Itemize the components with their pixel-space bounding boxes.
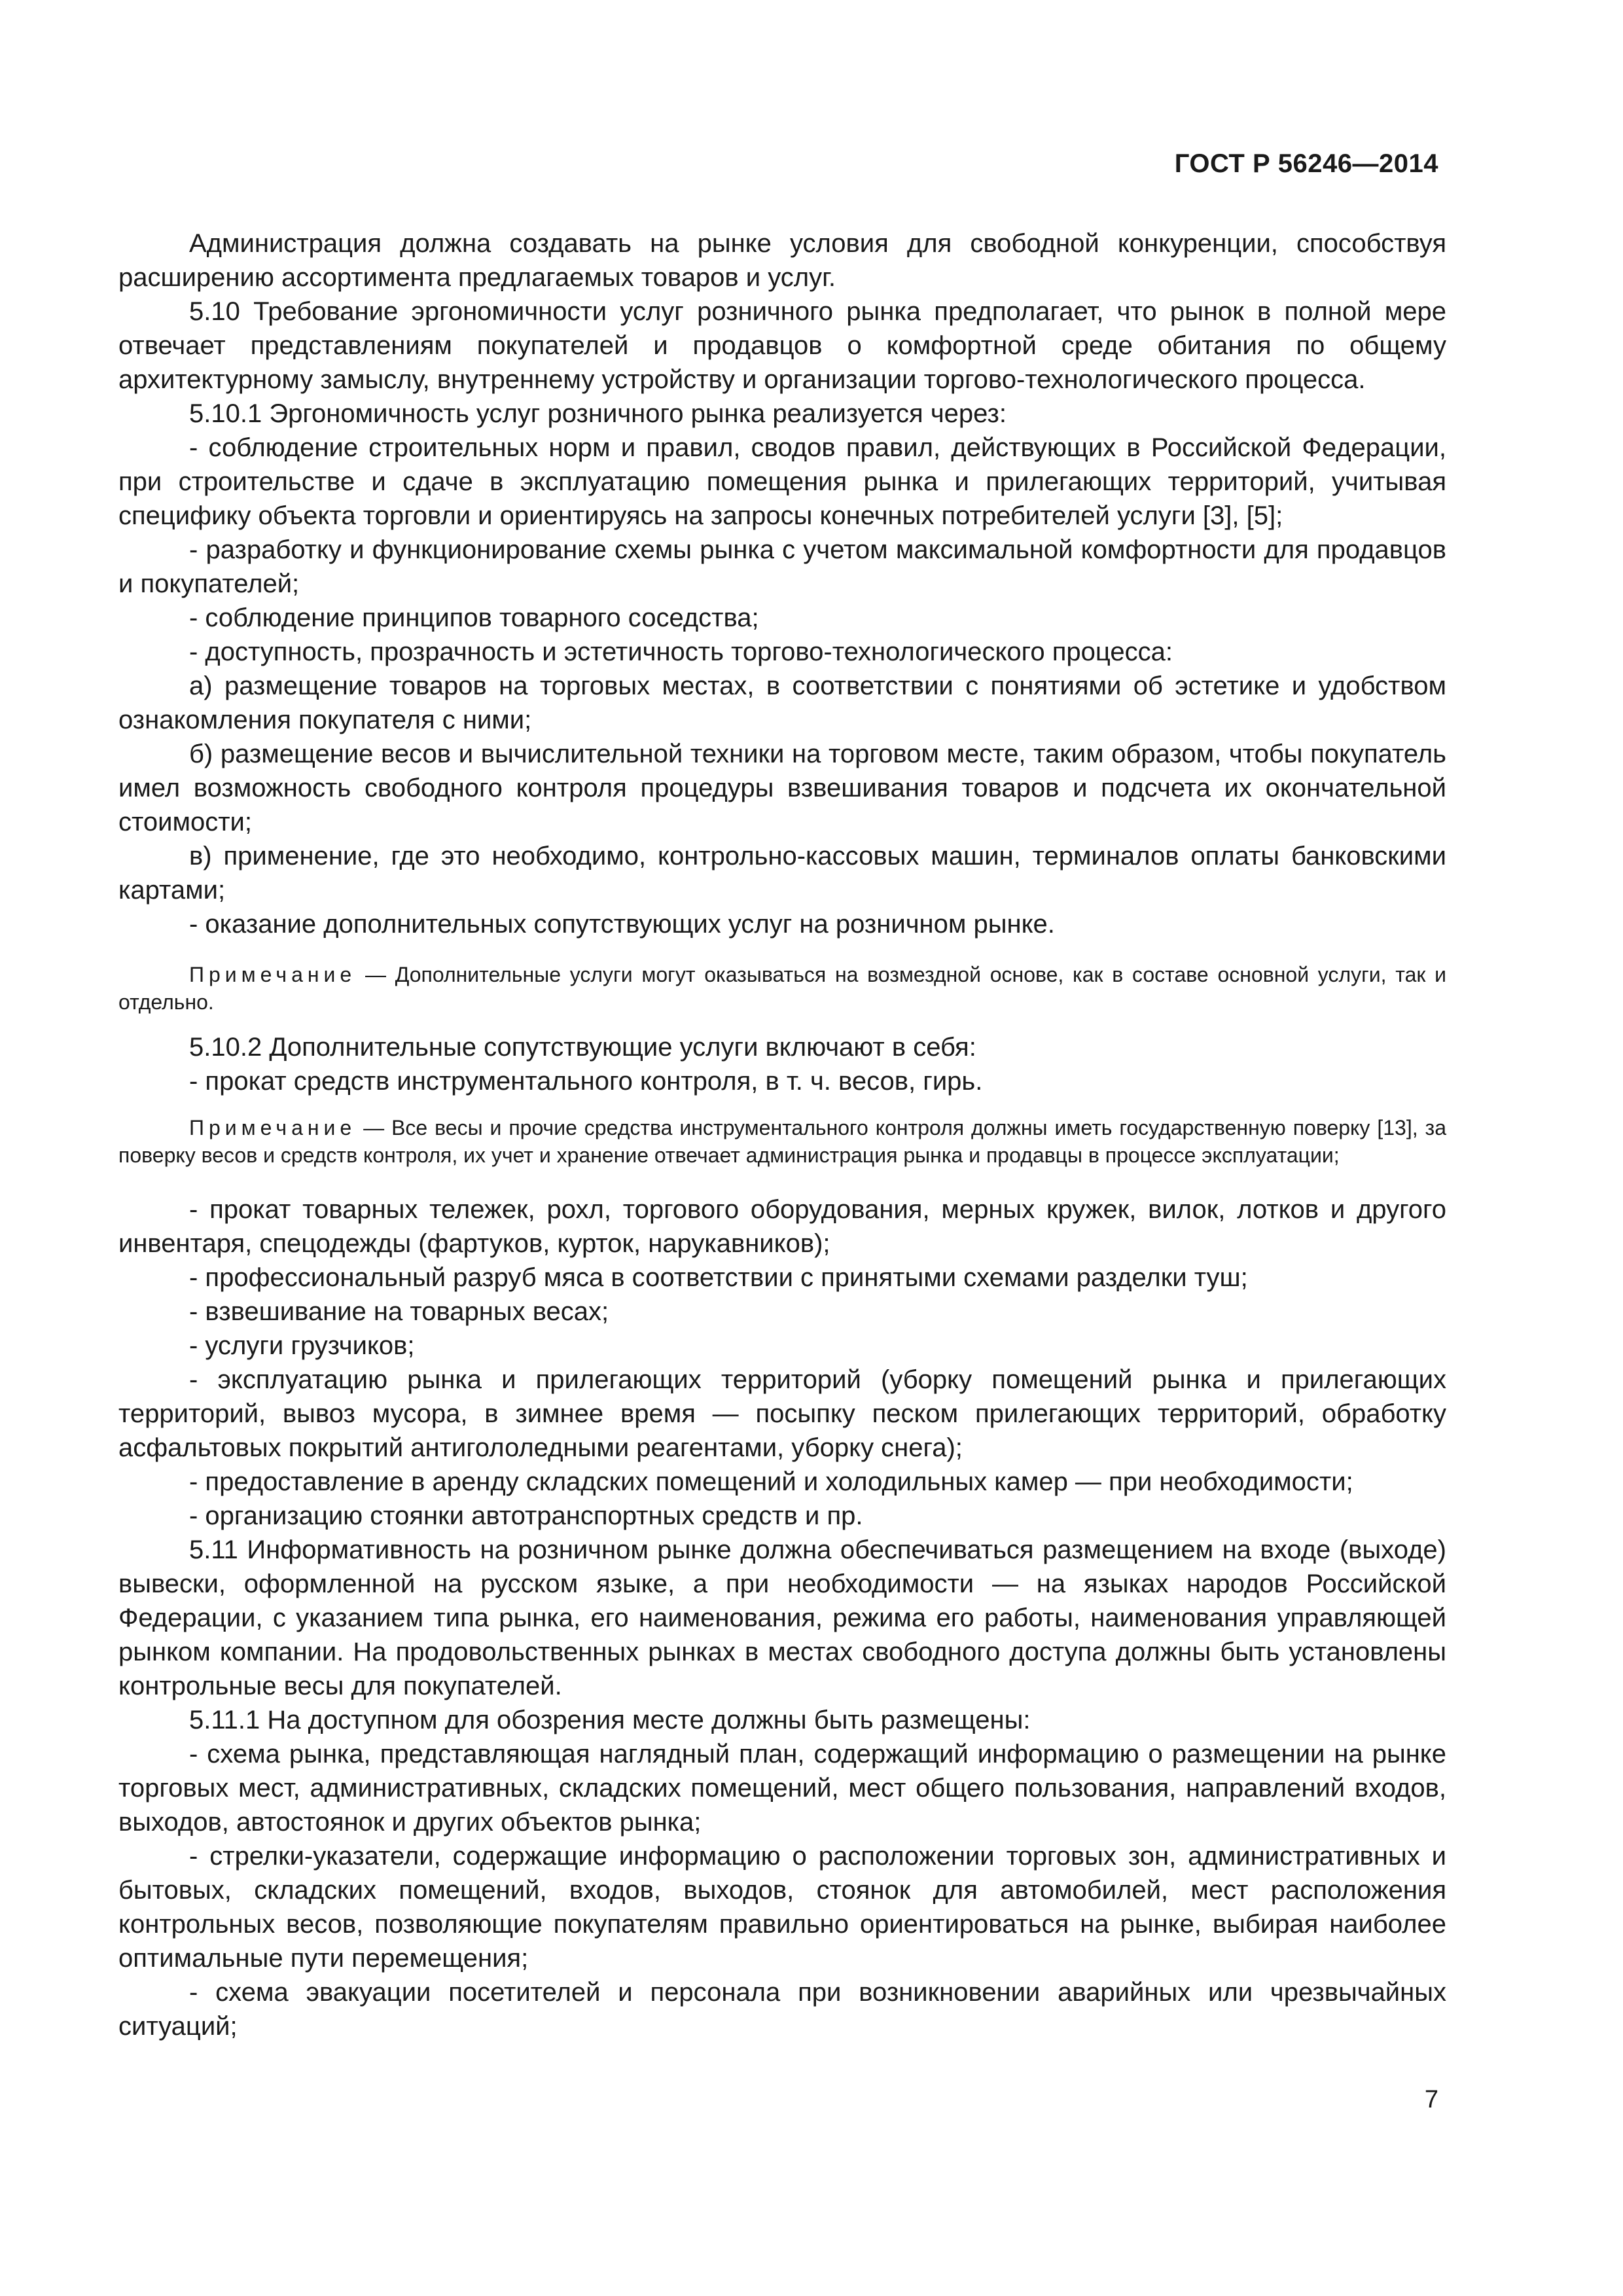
note-text: — Все весы и прочие средства инструментального контроля должны иметь государственную поверку [13], за поверку весов и средств контроля, их учет и хранение отвечает администрация рынка и продавцы в процессе эксплуатации; — [118, 1116, 1446, 1167]
list-item: - разработку и функционирование схемы рынка с учетом максимальной комфортности для продавцов и покупателей; — [118, 535, 1446, 598]
list-item: - эксплуатацию рынка и прилегающих территорий (уборку помещений рынка и прилегающих территорий, вывоз мусора, в зимнее время — посыпку песком прилегающих территорий, обработку асфальтовых покрытий антигололедными реагентами, уборку снега); — [118, 1365, 1446, 1462]
page-number: 7 — [1424, 2086, 1438, 2113]
document-body — [118, 226, 1446, 2043]
list-item: - оказание дополнительных сопутствующих услуг на розничном рынке. — [189, 910, 1055, 939]
list-item: а) размещение товаров на торговых местах, в соответствии с понятиями об эстетике и удобством ознакомления покупателя с ними; — [118, 672, 1446, 734]
paragraph: 5.10 Требование эргономичности услуг розничного рынка предполагает, что рынок в полной мере отвечает представлениям покупателей и продавцов о комфортной среде обитания по общему архитектурному замыслу, внутреннему устройству и организации торгово-технологического процесса. — [118, 297, 1446, 394]
note-text: — Дополнительные услуги могут оказываться на возмездной основе, как в составе основной услуги, так и отдельно. — [118, 963, 1446, 1014]
document-code-header: ГОСТ Р 56246—2014 — [1174, 149, 1438, 178]
list-item: - взвешивание на товарных весах; — [189, 1297, 609, 1326]
list-item: - схема рынка, представляющая наглядный план, содержащий информацию о размещении на рынке торговых мест, административных, складских помещений, мест общего пользования, направлений входов, выходов, автостоянок и других объектов рынка; — [118, 1740, 1446, 1837]
list-item: - соблюдение строительных норм и правил, сводов правил, действующих в Российской Федерации, при строительстве и сдаче в эксплуатацию помещения рынка и прилегающих территорий, учитывая специфику объекта торговли и ориентируясь на запросы конечных потребителей услуги [3], [5]; — [118, 433, 1446, 530]
note — [118, 1114, 1446, 1169]
list-item: - профессиональный разруб мяса в соответствии с принятыми схемами разделки туш; — [189, 1263, 1248, 1292]
paragraph: 5.11 Информативность на розничном рынке должна обеспечиваться размещением на входе (выходе) вывески, оформленной на русском языке, а при необходимости — на языках народов Российской Федерации, с указанием типа рынка, его наименования, режима его работы, наименования управляющей рынком компании. На продовольственных рынках в местах свободного доступа должны быть установлены контрольные весы для покупателей. — [118, 1535, 1446, 1700]
list-item: - прокат средств инструментального контроля, в т. ч. весов, гирь. — [189, 1067, 983, 1096]
note-label: Примечание — [189, 963, 357, 986]
list-item: - предоставление в аренду складских помещений и холодильных камер — при необходимости; — [189, 1467, 1353, 1496]
list-item: - услуги грузчиков; — [189, 1331, 415, 1360]
note-label: Примечание — [189, 1116, 357, 1139]
list-item: - схема эвакуации посетителей и персонала при возникновении аварийных или чрезвычайных ситуаций; — [118, 1978, 1446, 2041]
list-item: - соблюдение принципов товарного соседства; — [189, 603, 759, 632]
paragraph: 5.10.1 Эргономичность услуг розничного рынка реализуется через: — [189, 399, 1007, 428]
list-item: - прокат товарных тележек, рохл, торгового оборудования, мерных кружек, вилок, лотков и другого инвентаря, спецодежды (фартуков, курток, нарукавников); — [118, 1195, 1446, 1258]
list-item: в) применение, где это необходимо, контрольно-кассовых машин, терминалов оплаты банковскими картами; — [118, 842, 1446, 905]
list-item: - доступность, прозрачность и эстетичность торгово-технологического процесса: — [189, 637, 1173, 666]
list-item: б) размещение весов и вычислительной техники на торговом месте, таким образом, чтобы покупатель имел возможность свободного контроля процедуры взвешивания товаров и подсчета их окончательной стоимости; — [118, 740, 1446, 836]
list-item: - организацию стоянки автотранспортных средств и пр. — [189, 1501, 863, 1530]
list-item: - стрелки-указатели, содержащие информацию о расположении торговых зон, административных и бытовых, складских помещений, входов, выходов, стоянок для автомобилей, мест расположения контрольных весов, позволяющие покупателям правильно ориентироваться на рынке, выбирая наиболее оптимальные пути перемещения; — [118, 1842, 1446, 1973]
paragraph: 5.10.2 Дополнительные сопутствующие услуги включают в себя: — [189, 1033, 976, 1062]
paragraph: 5.11.1 На доступном для обозрения месте должны быть размещены: — [189, 1706, 1031, 1734]
note — [118, 961, 1446, 1016]
paragraph: Администрация должна создавать на рынке условия для свободной конкуренции, способствуя расширению ассортимента предлагаемых товаров и услуг. — [118, 229, 1446, 292]
